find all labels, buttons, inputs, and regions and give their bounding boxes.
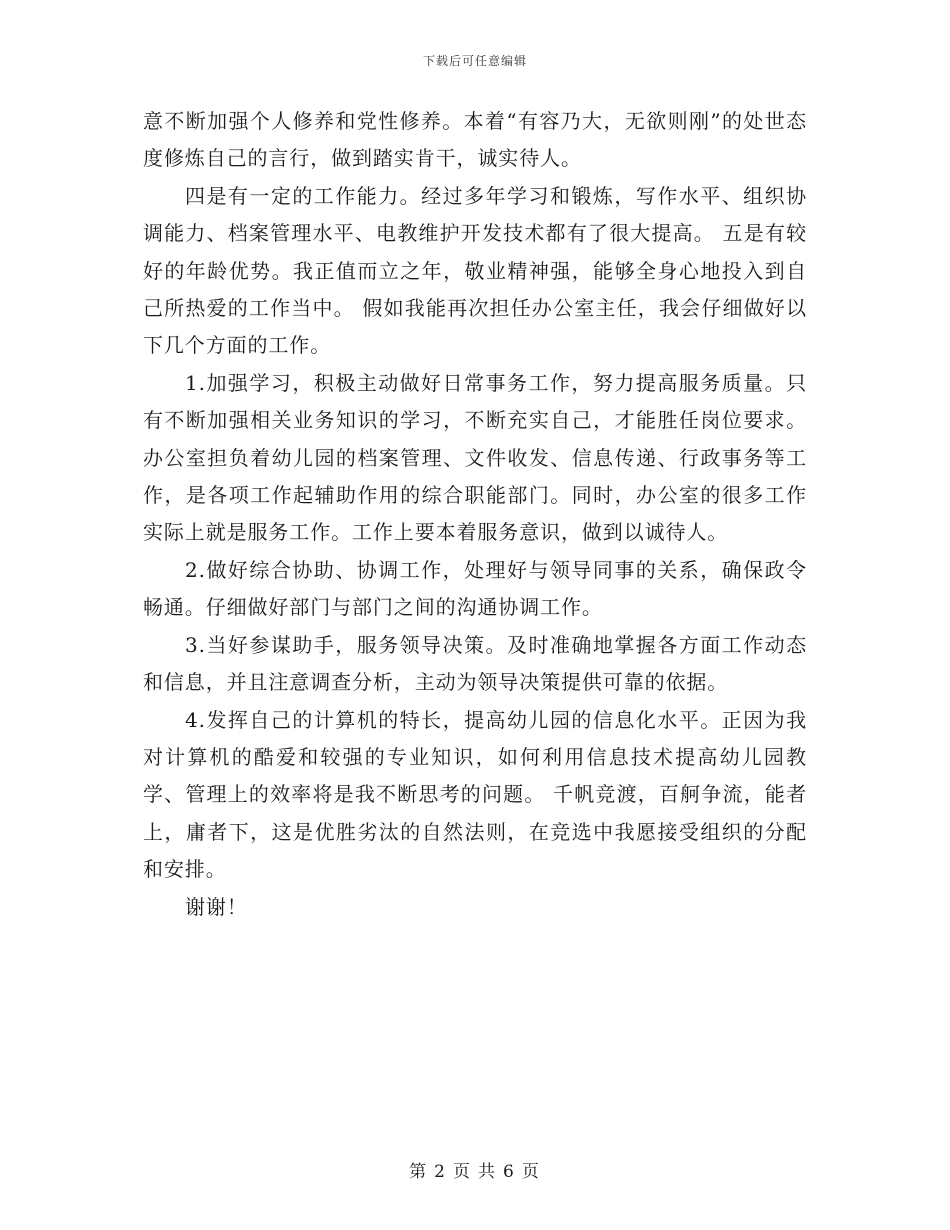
document-body (143, 103, 807, 926)
footer-suffix: 页 (521, 1162, 541, 1182)
paragraph-item-3: 3.当好参谋助手，服务领导决策。及时准确地掌握各方面工作动态和信息，并且注意调查分析，主动为领导决策提供可靠的依据。 (143, 632, 807, 695)
paragraph-continuation: 意不断加强个人修养和党性修养。本着“有容乃大，无欲则刚”的处世态度修炼自己的言行，做到踏实肯干，诚实待人。 (143, 109, 807, 171)
footer-prefix: 第 (409, 1162, 429, 1182)
footer-current-page: 2 (434, 1162, 447, 1182)
paragraph-item-1: 1.加强学习，积极主动做好日常事务工作，努力提高服务质量。只有不断加强相关业务知识的学习，不断充实自己，才能胜任岗位要求。办公室担负着幼儿园的档案管理、文件收发、信息传递、行政事务等工作，是各项工作起辅助作用的综合职能部门。同时，办公室的很多工作实际上就是服务工作。工作上要本着服务意识，做到以诚待人。 (143, 370, 807, 545)
page-footer (0, 1157, 950, 1182)
paragraph-work-ability: 四是有一定的工作能力。经过多年学习和锻炼，写作水平、组织协调能力、档案管理水平、电教维护开发技术都有了很大提高。 五是有较好的年龄优势。我正值而立之年，敬业精神强，能够全身心地投入到自己所热爱的工作当中。 假如我能再次担任办公室主任，我会仔细做好以下几个方面的工作。 (143, 183, 807, 358)
page-header-note: 下载后可任意编辑 (422, 54, 527, 68)
paragraph-item-4: 4.发挥自己的计算机的特长，提高幼儿园的信息化水平。正因为我对计算机的酷爱和较强的专业知识，如何利用信息技术提高幼儿园教学、管理上的效率将是我不断思考的问题。 千帆竞渡，百舸争流，能者上，庸者下，这是优胜劣汰的自然法则，在竞选中我愿接受组织的分配和安排。 (143, 707, 807, 882)
footer-total-word: 共 (478, 1162, 497, 1182)
footer-total-pages: 6 (503, 1162, 516, 1182)
paragraph-item-2: 2.做好综合协助、协调工作，处理好与领导同事的关系，确保政令畅通。仔细做好部门与部门之间的沟通协调工作。 (143, 557, 807, 620)
footer-page-word: 页 (453, 1162, 472, 1182)
paragraph-thanks: 谢谢！ (185, 894, 248, 919)
